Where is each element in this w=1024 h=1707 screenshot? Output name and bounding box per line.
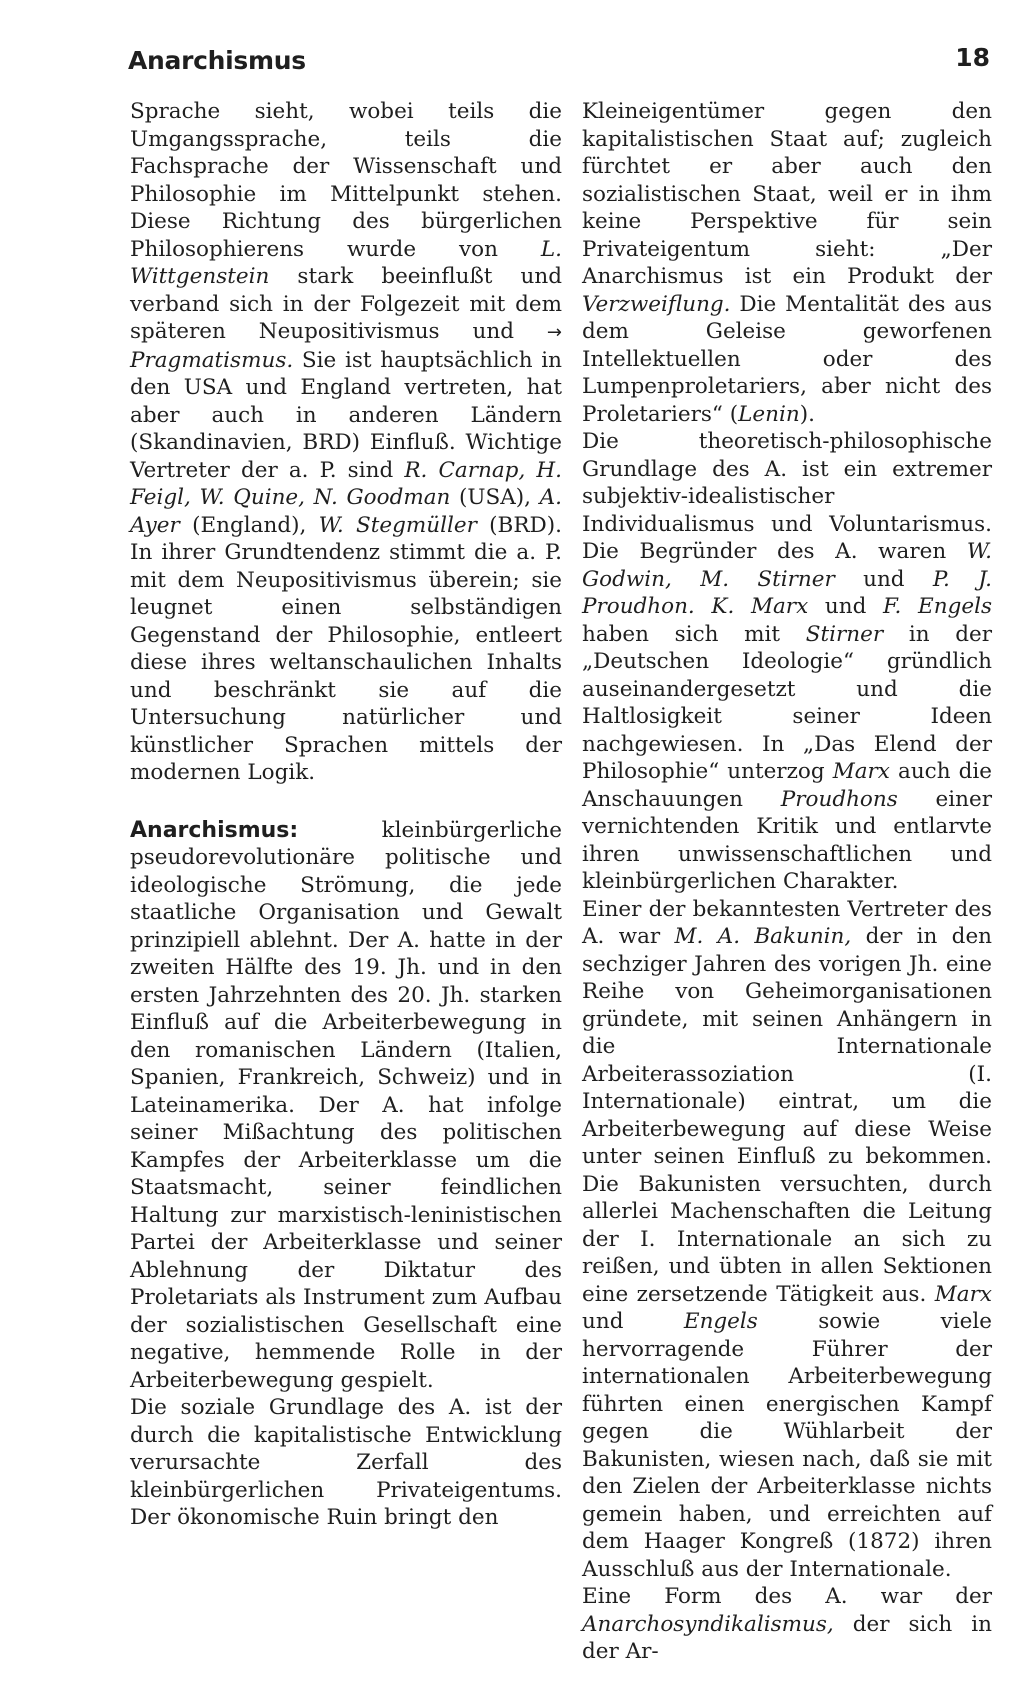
text-run: der sich in der Ar- (582, 1611, 992, 1664)
italic-name: A. Ayer (130, 485, 562, 538)
text-run: Kleineigentümer gegen den kapitalistischen Staat auf; zugleich fürchtet er aber auch den sozialistischen Staat, weil er in ihm keine Perspektive für sein Privateigentum sieht: „Der Anarchismus ist ein Produkt der (582, 99, 992, 289)
italic-names: R. Carnap, H. Feigl, W. Quine, N. Goodman (130, 457, 562, 510)
paragraph-analytical-philosophy (130, 98, 562, 787)
text-run: Einer der bekanntesten Vertreter des A. war (582, 896, 992, 949)
running-head: Anarchismus (128, 46, 306, 75)
paragraph-anarchismus-definition (130, 817, 562, 1395)
text-run: und (834, 566, 933, 592)
left-column (130, 98, 562, 1532)
text-run: auch die Anschauungen (582, 759, 992, 812)
text-run: der in den sechziger Jahren des vorigen Jh. eine Reihe von Geheimorganisationen gründete, mit seinen Anhängern in die Internationale Arbeiterassoziation (I. Internationale) eintrat, um die Arbeiterbewegung auf diese Weise unter seinen Einfluß zu bekommen. Die Bakunisten versuchten, durch allerlei Machenschaften die Leitung der I. Internationale an sich zu reißen, und übten in allen Sektionen eine zersetzende Tätigkeit aus. (582, 924, 993, 1307)
page-number: 18 (955, 43, 990, 72)
italic-name: Marx (934, 1281, 992, 1307)
italic-name: W. Stegmüller (318, 512, 477, 538)
text-run: und (808, 594, 883, 619)
italic-names: W. Godwin, M. Stirner (582, 539, 992, 592)
cross-reference-arrow-icon: → (546, 322, 562, 343)
text-run: Die Mentalität des aus dem Geleise geworfenen Intellektuellen oder des Lumpenproletariers, aber nicht des Proletariers“ ( (582, 291, 992, 427)
italic-name: Proudhons (780, 786, 898, 812)
italic-name: Engels (683, 1309, 758, 1334)
paragraph-social-basis (130, 1394, 562, 1532)
cross-reference-term: Pragmatismus. (130, 347, 294, 373)
text-run: stark beeinflußt und verband sich in der Folgezeit mit dem späteren Neupositivismus und (130, 264, 562, 344)
text-run: (USA), (450, 485, 540, 510)
text-run: kleinbürgerliche pseudorevolutionäre politische und ideologische Strömung, die jede staatliche Organisation und Gewalt prinzipiell ablehnt. Der A. hatte in der zweiten Hälfte des 19. Jh. und in den ersten Jahrzehnten des 20. Jh. starken Einfluß auf die Arbeiterbewegung in den romanischen Ländern (Italien, Spanien, Frankreich, Schweiz) und in Lateinamerika. Der A. hat infolge seiner Mißachtung des politischen Kampfes der Arbeiterklasse um die Staatsmacht, seiner feindlichen Haltung zur marxistisch-leninistischen Partei der Arbeiterklasse und seiner Ablehnung der Diktatur des Proletariats als Instrument zum Aufbau der sozialistischen Gesellschaft eine negative, hemmende Rolle in der Arbeiterbewegung gespielt. (130, 817, 562, 1393)
italic-names: P. J. Proudhon. K. Marx (582, 566, 992, 619)
italic-name: L. Wittgenstein (130, 236, 562, 289)
text-run: einer vernichtenden Kritik und entlarvte ihren unwissenschaftlichen und kleinbürgerlichen Charakter. (582, 786, 992, 894)
text-run: Die theoretisch-philosophische Grundlage des A. ist ein extremer subjektiv-idealistischer Individualismus und Voluntarismus. Die Begründer des A. waren (582, 429, 992, 564)
italic-name: F. Engels (882, 594, 992, 619)
text-run: haben sich mit (582, 621, 806, 647)
text-run: Sprache sieht, wobei teils die Umgangssprache, teils die Fachsprache der Wissenschaft und Philosophie im Mittelpunkt stehen. Diese Richtung des bürgerlichen Philosophierens wurde von (130, 99, 562, 262)
italic-name: Lenin (738, 401, 800, 427)
text-run: (BRD). In ihrer Grundtendenz stimmt die a. P. mit dem Neupositivismus überein; sie leugnet einen selbständigen Gegenstand der Philosophie, entleert diese ihres weltanschaulichen Inhalts und beschränkt sie auf die Untersuchung natürlicher und künstlicher Sprachen mittels der modernen Logik. (130, 512, 563, 785)
paragraph-anarchosyndicalism (582, 1583, 992, 1666)
text-run: in der „Deutschen Ideologie“ gründlich auseinandergesetzt und die Haltlosigkeit seiner Ideen nachgewiesen. In „Das Elend der Philosophie“ unterzog (582, 621, 993, 784)
text-run: Eine Form des A. war der (582, 1584, 992, 1609)
italic-word: Verzweiflung. (582, 291, 731, 317)
text-run: Sie ist hauptsächlich in den USA und England vertreten, hat aber auch in anderen Ländern (Skandinavien, BRD) Einfluß. Wichtige Vertreter der a. P. sind (130, 347, 562, 483)
lemma-heading: Anarchismus: (130, 817, 299, 843)
text-run: ). (799, 401, 815, 427)
italic-name: Marx (832, 759, 890, 784)
right-column (582, 98, 992, 1666)
italic-name: Stirner (805, 621, 884, 647)
paragraph-bakunin (582, 896, 992, 1584)
italic-name: M. A. Bakunin, (674, 924, 852, 949)
cross-reference-term: Anarchosyndikalismus, (582, 1611, 834, 1637)
text-run: sowie viele hervorragende Führer der internationalen Arbeiterbewegung führten einen energischen Kampf gegen die Wühlarbeit der Bakunisten, wiesen nach, daß sie mit den Zielen der Arbeiterklasse nichts gemein haben, und erreichten auf dem Haager Kongreß (1872) ihren Ausschluß aus der Internationale. (582, 1309, 992, 1582)
text-run: Die soziale Grundlage des A. ist der durch die kapitalistische Entwicklung verursachte Zerfall des kleinbürgerlichen Privateigentums. Der ökonomische Ruin bringt den (130, 1395, 562, 1530)
text-run: und (582, 1309, 684, 1334)
paragraph-petty-owner (582, 98, 992, 428)
paragraph-philosophical-basis (582, 428, 992, 896)
text-run: (England), (179, 512, 319, 538)
